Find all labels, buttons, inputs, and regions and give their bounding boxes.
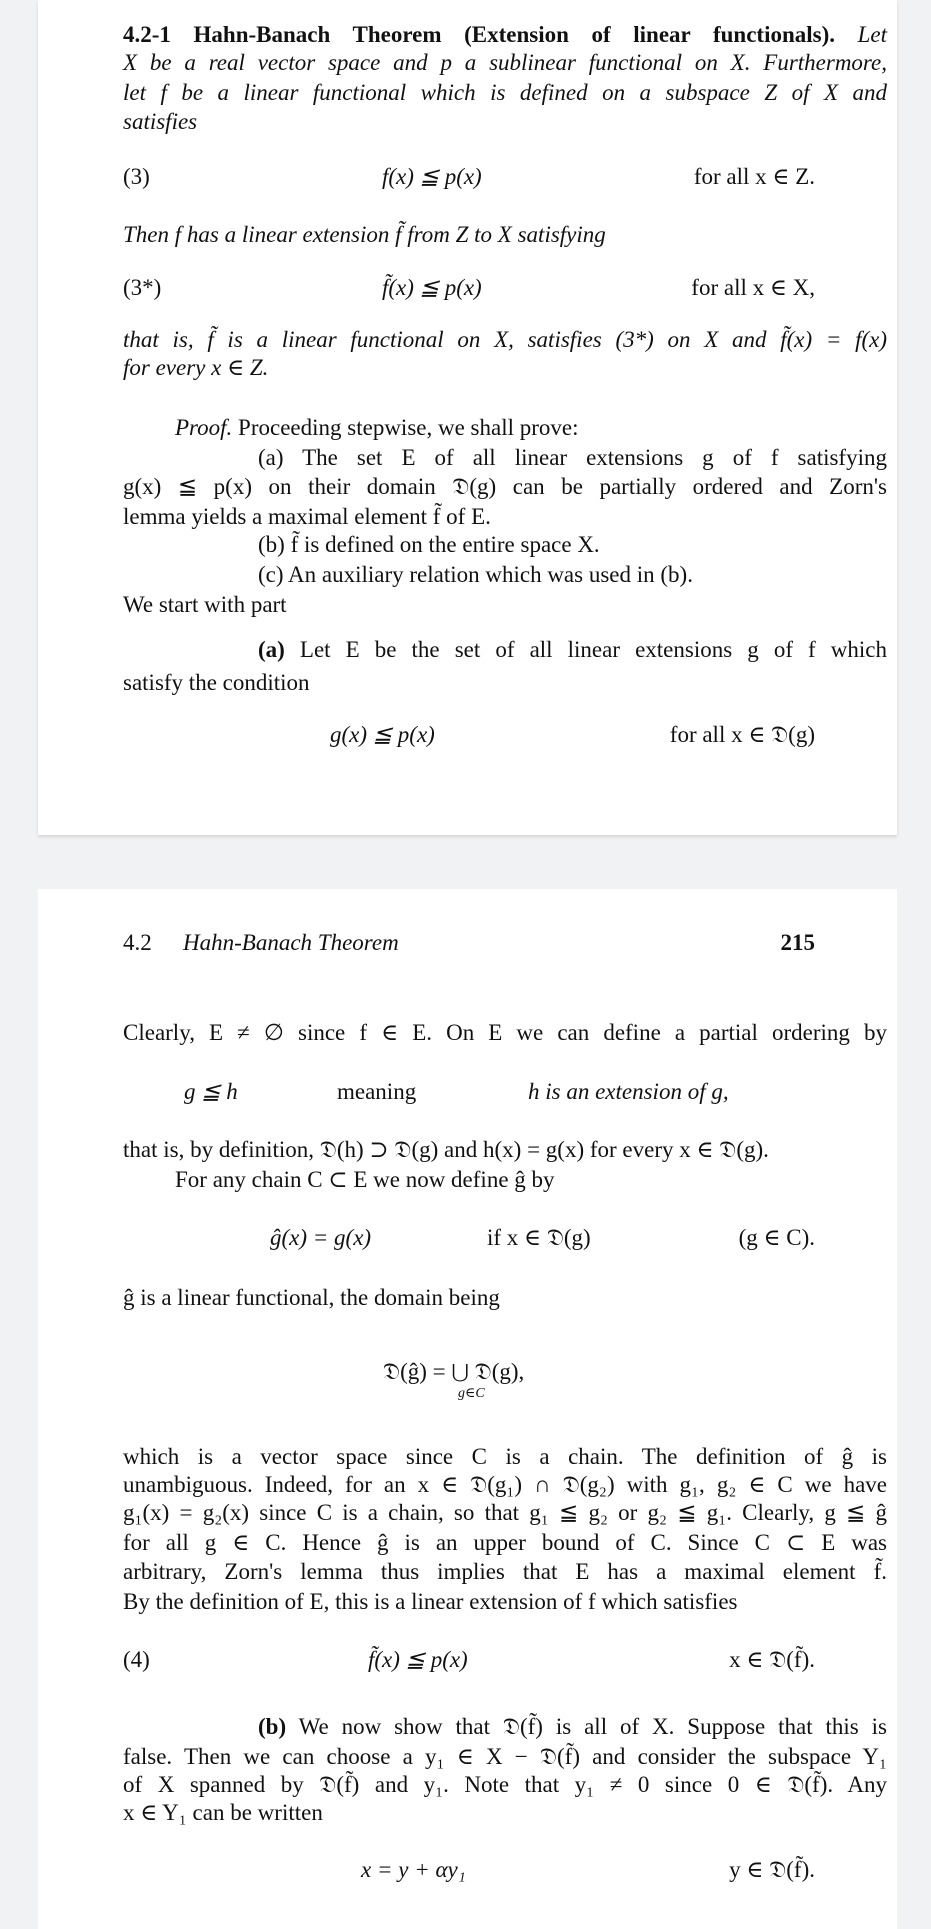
proof-line: lemma yields a maximal element f̃ of E. — [123, 504, 491, 529]
theorem-line: for every x ∈ Z. — [123, 355, 269, 380]
equation-formula: ĝ(x) = g(x) — [270, 1225, 372, 1250]
proof-line: (b) f̃ is defined on the entire space X. — [258, 532, 600, 557]
equation-label: (3) — [123, 164, 150, 189]
running-header-title: Hahn-Banach Theorem — [183, 930, 399, 955]
proof-line: (a) The set E of all linear extensions g of f satisfying — [258, 445, 887, 470]
theorem-line: Then f has a linear extension f̃ from Z to X satisfying — [123, 222, 606, 247]
text-line: Clearly, E ≠ ∅ since f ∈ E. On E we can define a partial ordering by — [123, 1020, 887, 1045]
text-line: For any chain C ⊂ E we now define ĝ by — [175, 1167, 555, 1192]
text-line: By the definition of E, this is a linear extension of f which satisfies — [123, 1589, 738, 1614]
proof-intro — [175, 413, 887, 442]
text-line: x ∈ Y₁ can be written — [123, 1800, 323, 1825]
equation-formula: f̃(x) ≦ p(x) — [382, 275, 482, 300]
proof-line: g(x) ≦ p(x) on their domain 𝔇(g) can be partially ordered and Zorn's — [123, 474, 887, 499]
text-line: false. Then we can choose a y₁ ∈ X − 𝔇(f̃) and consider the subspace Y₁ — [123, 1744, 887, 1769]
text-line: which is a vector space since C is a chain. The definition of ĝ is — [123, 1444, 887, 1469]
equation-label: (3*) — [123, 275, 162, 300]
proof-label: Proof. — [175, 415, 233, 440]
equation-note: (g ∈ C). — [738, 1225, 815, 1250]
equation-condition: x ∈ 𝔇(f̃). — [729, 1647, 815, 1672]
text-line: unambiguous. Indeed, for an x ∈ 𝔇(g₁) ∩ 𝔇(g₂) with g₁, g₂ ∈ C we have — [123, 1472, 887, 1497]
equation-meaning: meaning — [337, 1079, 417, 1104]
proof-text: Proceeding stepwise, we shall prove: — [232, 415, 579, 440]
theorem-title-line — [123, 20, 887, 49]
equation-condition: for all x ∈ X, — [691, 275, 815, 300]
equation-explanation: h is an extension of g, — [528, 1079, 729, 1104]
page-2 — [38, 889, 897, 1929]
part-b-line — [258, 1712, 887, 1741]
theorem-title: 4.2-1 Hahn-Banach Theorem (Extension of linear functionals). — [123, 22, 835, 47]
text-line: that is, by definition, 𝔇(h) ⊃ 𝔇(g) and h(x) = g(x) for every x ∈ 𝔇(g). — [123, 1137, 769, 1162]
page-number: 215 — [780, 930, 815, 955]
equation-condition: for all x ∈ 𝔇(g) — [669, 722, 815, 747]
running-header-section: 4.2 — [123, 930, 152, 955]
part-b-label: (b) — [258, 1714, 287, 1739]
proof-line: (c) An auxiliary relation which was used in (b). — [258, 562, 693, 587]
part-a-text: Let E be the set of all linear extensions g of f which — [284, 637, 887, 662]
theorem-text: Let — [835, 22, 888, 47]
equation-formula: f̃(x) ≦ p(x) — [368, 1647, 468, 1672]
page-1 — [38, 0, 897, 835]
part-a-label: (a) — [258, 637, 285, 662]
text-line: ĝ is a linear functional, the domain being — [123, 1285, 500, 1310]
text-line: for all g ∈ C. Hence ĝ is an upper bound of C. Since C ⊂ E was — [123, 1530, 887, 1555]
text-line: g₁(x) = g₂(x) since C is a chain, so that g₁ ≦ g₂ or g₂ ≦ g₁. Clearly, g ≦ ĝ — [123, 1500, 887, 1525]
equation-label: (4) — [123, 1647, 150, 1672]
equation-formula: g(x) ≦ p(x) — [330, 722, 435, 747]
proof-line: satisfy the condition — [123, 670, 310, 695]
theorem-line: let f be a linear functional which is defined on a subspace Z of X and — [123, 80, 887, 105]
equation-condition: y ∈ 𝔇(f̃). — [729, 1857, 815, 1882]
equation-condition: for all x ∈ Z. — [693, 164, 815, 189]
union-subscript: g∈C — [458, 1386, 485, 1401]
union-formula: 𝔇(ĝ) = ⋃ 𝔇(g), — [383, 1359, 525, 1384]
equation-formula: f(x) ≦ p(x) — [382, 164, 482, 189]
proof-line: We start with part — [123, 592, 287, 617]
text-line: arbitrary, Zorn's lemma thus implies that E has a maximal element f̃. — [123, 1559, 887, 1584]
part-b-text: We now show that 𝔇(f̃) is all of X. Suppose that this is — [286, 1714, 887, 1739]
theorem-line: satisfies — [123, 109, 198, 134]
equation-condition: if x ∈ 𝔇(g) — [487, 1225, 591, 1250]
equation-formula: x = y + αy₁ — [361, 1857, 466, 1882]
theorem-line: that is, f̃ is a linear functional on X, satisfies (3*) on X and f̃(x) = f(x) — [123, 327, 887, 352]
equation-formula: g ≦ h — [184, 1079, 238, 1104]
part-a-line — [258, 635, 887, 664]
theorem-line: X be a real vector space and p a sublinear functional on X. Furthermore, — [123, 50, 887, 75]
text-line: of X spanned by 𝔇(f̃) and y₁. Note that y₁ ≠ 0 since 0 ∈ 𝔇(f̃). Any — [123, 1772, 887, 1797]
